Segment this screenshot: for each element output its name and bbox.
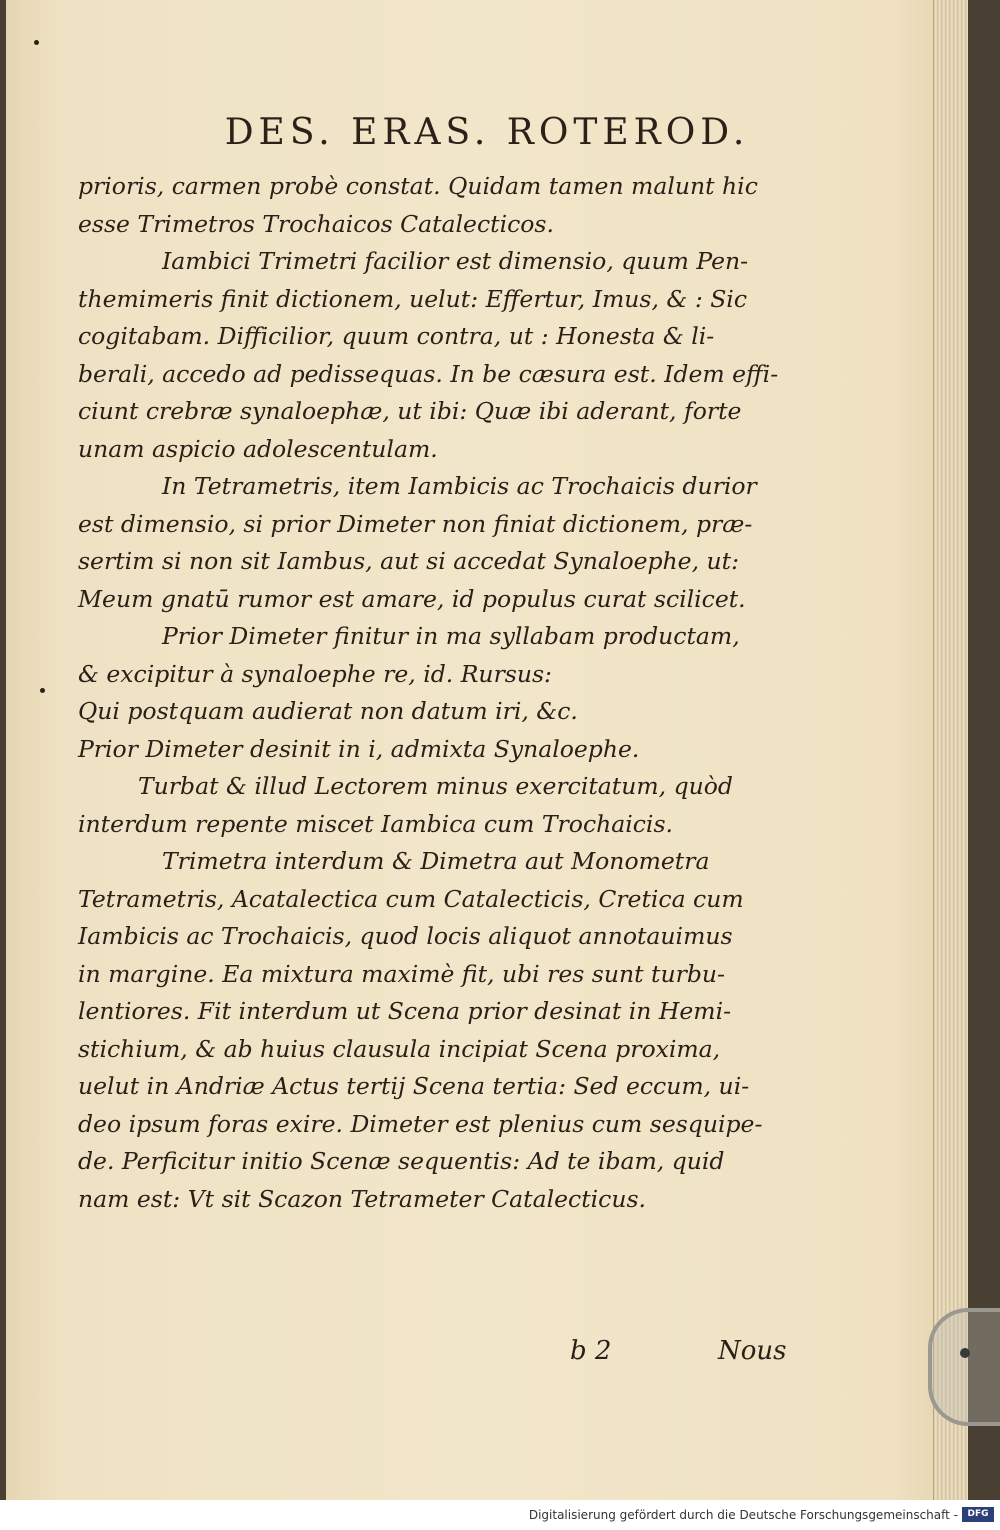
- text-line: unam aspicio adolescentulam.: [78, 434, 438, 463]
- text-line: Tetrametris, Acatalectica cum Catalecticis, Cretica cum: [78, 884, 744, 913]
- text-line: In Tetrametris, item Iambicis ac Trochaicis durior: [162, 472, 757, 500]
- text-line: cogitabam. Difficilior, quum contra, ut : Honesta & li-: [78, 322, 715, 350]
- text-line: Qui postquam audierat non datum iri, &c.: [78, 697, 578, 725]
- body-text: [78, 168, 798, 1218]
- text-line: prioris, carmen probè constat. Quidam tamen malunt hic: [78, 172, 758, 200]
- text-line: & excipitur à synaloephe re, id. Rursus:: [78, 659, 552, 688]
- text-line: Turbat & illud Lectorem minus exercitatum, quòd: [138, 772, 733, 800]
- text-line: Iambici Trimetri facilior est dimensio, quum Pen-: [162, 247, 749, 275]
- catchword: Nous: [718, 1336, 787, 1366]
- text-line: de. Perficitur initio Scenæ sequentis: Ad te ibam, quid: [78, 1147, 725, 1175]
- credit-bar: [0, 1500, 1000, 1530]
- ink-spot: [40, 688, 45, 693]
- text-line: est dimensio, si prior Dimeter non finiat dictionem, præ-: [78, 509, 753, 538]
- text-line: Meum gnatū rumor est amare, id populus curat scilicet.: [78, 584, 746, 613]
- running-head: DES. ERAS. ROTEROD.: [224, 112, 750, 153]
- page-edges: [933, 0, 968, 1500]
- book-page: [6, 0, 968, 1500]
- ink-spot: [34, 40, 39, 45]
- page-footer: [6, 1336, 968, 1376]
- text-line: interdum repente miscet Iambica cum Trochaicis.: [78, 809, 673, 838]
- text-line: themimeris finit dictionem, uelut: Effertur, Imus, & : Sic: [78, 284, 747, 313]
- page-clip: [928, 1308, 1000, 1426]
- dfg-logo: DFG: [962, 1507, 994, 1522]
- text-line: esse Trimetros Trochaicos Catalecticos.: [78, 209, 554, 238]
- text-line: Trimetra interdum & Dimetra aut Monometra: [162, 847, 710, 875]
- text-line: uelut in Andriæ Actus tertij Scena tertia: Sed eccum, ui-: [78, 1072, 750, 1100]
- text-line: Prior Dimeter desinit in i, admixta Synaloephe.: [78, 734, 640, 763]
- text-line: nam est: Vt sit Scazon Tetrameter Catalecticus.: [78, 1184, 646, 1213]
- text-line: Prior Dimeter finitur in ma syllabam productam,: [162, 622, 740, 650]
- text-line: in margine. Ea mixtura maximè fit, ubi res sunt turbu-: [78, 959, 725, 988]
- text-line: ciunt crebræ synaloephæ, ut ibi: Quæ ibi aderant, forte: [78, 397, 742, 425]
- text-line: lentiores. Fit interdum ut Scena prior desinat in Hemi-: [78, 997, 732, 1025]
- signature-mark: b 2: [570, 1336, 612, 1366]
- clip-hole: [960, 1348, 970, 1358]
- text-line: stichium, & ab huius clausula incipiat Scena proxima,: [78, 1034, 721, 1063]
- funding-credit: Digitalisierung gefördert durch die Deutsche Forschungsgemeinschaft -: [528, 1508, 958, 1522]
- text-line: berali, accedo ad pedissequas. In be cæsura est. Idem effi-: [78, 359, 779, 388]
- text-line: deo ipsum foras exire. Dimeter est plenius cum sesquipe-: [78, 1109, 763, 1138]
- text-line: Iambicis ac Trochaicis, quod locis aliquot annotauimus: [78, 922, 733, 950]
- text-line: sertim si non sit Iambus, aut si accedat Synaloephe, ut:: [78, 547, 740, 575]
